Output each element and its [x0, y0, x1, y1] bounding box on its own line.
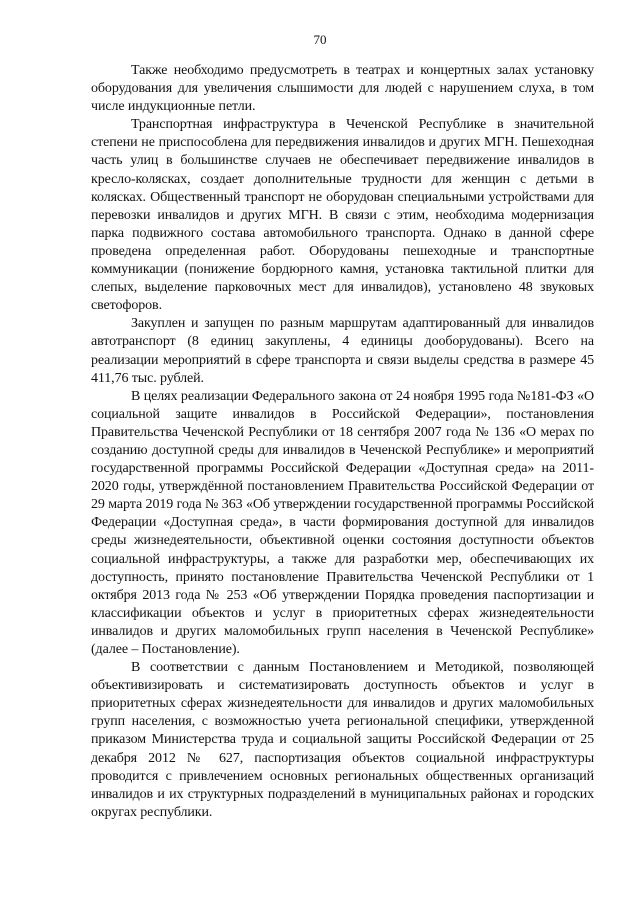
paragraph-theater-equipment: Также необходимо предусмотреть в театрах и концертных залах установку оборудования для увеличения слышимости для людей с нарушением слуха, в том числе индукционные петли.	[91, 63, 594, 115]
paragraph-adapted-vehicles: Закуплен и запущен по разным маршрутам адаптированный для инвалидов автотранспорт (8 единиц закуплены, 4 единицы дооборудованы). Всего на реализации мероприятий в сфере транспорта и связи выделы средства в размере 45 411,76 тыс. рублей.	[91, 316, 594, 386]
page-number: 70	[313, 32, 327, 47]
paragraph-federal-law: В целях реализации Федерального закона от 24 ноября 1995 года №181-ФЗ «О социальной защите инвалидов в Российской Федерации», постановления Правительства Чеченской Республики от 18 сентября 2007 года № 136 «О мерах по созданию доступной среды для инвалидов в Чеченской Республике» и мероприятий государственной программы Российской Федерации «Доступная среда» на 2011-2020 годы, утверждённой постановлением Правительства Российской Федерации от 29 марта 2019 года № 363 «Об утверждении государственной программы Российской Федерации «Доступная среда», в части формирования доступной для инвалидов среды жизнедеятельности, объективной оценки состояния доступности объектов социальной инфраструктуры, а также для разработки мер, обеспечивающих их доступность, принято постановление Правительства Чеченской Республики от 1 октября 2013 года № 253 «Об утверждении Порядка проведения паспортизации и классификации объектов и услуг в приоритетных сферах жизнедеятельности инвалидов и других маломобильных групп населения в Чеченской Республике» (далее – Постановление).	[91, 388, 594, 657]
body-text	[91, 62, 594, 822]
paragraph-transport-infrastructure: Транспортная инфраструктура в Чеченской Республике в значительной степени не приспособлена для передвижения инвалидов и других МГН. Пешеходная часть улиц в большинстве случаев не обеспечивает передвижение инвалидов в кресло-колясках, создает дополнительные трудности для женщин с детьми в колясках. Общественный транспорт не оборудован специальными устройствами для перевозки инвалидов и других МГН. В связи с этим, необходима модернизация парка подвижного состава автомобильного транспорта. Однако в данной сфере проведена определенная работ. Оборудованы пешеходные и транспортные коммуникации (понижение бордюрного камня, установка тактильной плитки для слепых, выделение парковочных мест для инвалидов), установлено 48 звуковых светофоров.	[91, 117, 594, 314]
paragraph-certification: В соответствии с данным Постановлением и Методикой, позволяющей объективизировать и систематизировать доступность объектов и услуг в приоритетных сферах жизнедеятельности для инвалидов и других маломобильных групп населения, с возможностью учета региональной специфики, утвержденной приказом Министерства труда и социальной защиты Российской Федерации от 25 декабря 2012 № 627, паспортизация объектов социальной инфраструктуры проводится с привлечением основных региональных общественных организаций инвалидов и их структурных подразделений в муниципальных районах и городских округах республики.	[91, 660, 594, 820]
